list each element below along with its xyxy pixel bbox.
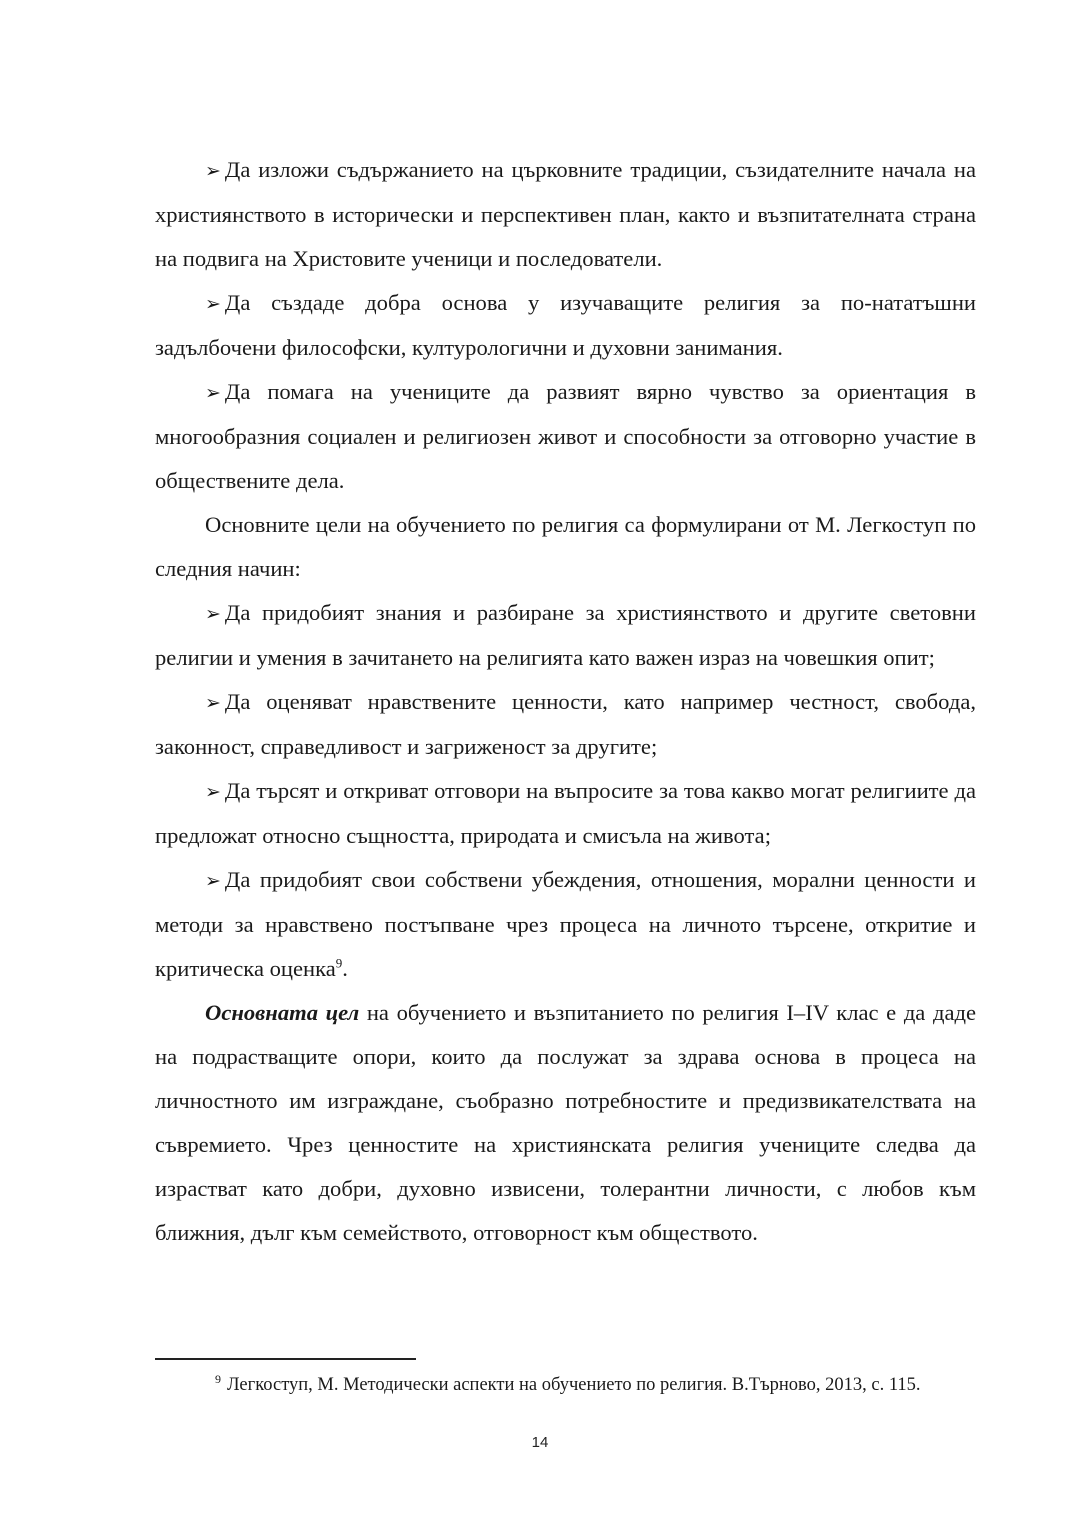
arrow-bullet-icon: ➢ — [205, 870, 221, 892]
bullet-paragraph — [155, 769, 976, 858]
sentence-end: . — [342, 956, 348, 981]
bullet-paragraph — [155, 281, 976, 370]
arrow-bullet-icon: ➢ — [205, 293, 221, 315]
bullet-paragraph — [155, 370, 976, 503]
footnote-reference[interactable]: 9 — [335, 955, 343, 971]
paragraph-text: Да помага на учениците да развият вярно чувство за ориентация в многообразния социален и религиозен живот и способности за отговорно участие в обществените дела. — [155, 379, 976, 493]
goal-paragraph — [155, 991, 976, 1255]
paragraph-text: Да придобият знания и разбиране за християнството и другите световни религии и умения в зачитането на религията като важен израз на човешкия опит; — [155, 600, 976, 670]
emphasized-term: Основната цел — [205, 1000, 360, 1025]
paragraph-text: Да изложи съдържанието на църковните традиции, съзидателните начала на християнството в исторически и перспективен план, както и възпитателната страна на подвига на Христовите ученици и последователи. — [155, 157, 976, 271]
paragraph-text: Да създаде добра основа у изучаващите религия за по-нататъшни задълбочени философски, културологични и духовни занимания. — [155, 290, 976, 360]
paragraph-text: на обучението и възпитанието по религия I–IV клас е да даде на подрастващите опори, които да послужат за здрава основа в процеса на личностното им изграждане, съобразно потребностите и предизвикателствата на съвремието. Чрез ценностите на християнската религия учениците следва да израстват като добри, духовно извисени, толерантни личности, с любов към ближния, дълг към семейството, отговорност към обществото. — [155, 1000, 976, 1245]
intro-paragraph — [155, 503, 976, 591]
arrow-bullet-icon: ➢ — [205, 160, 221, 182]
bullet-paragraph — [155, 858, 976, 991]
arrow-bullet-icon: ➢ — [205, 781, 221, 803]
paragraph-text: Да оценяват нравствените ценности, като например честност, свобода, законност, справедливост и загриженост за другите; — [155, 689, 976, 759]
paragraph-text: Да търсят и откриват отговори на въпросите за това какво могат религиите да предложат относно същността, природата и смисъла на живота; — [155, 778, 976, 848]
paragraph-text: Основните цели на обучението по религия са формулирани от М. Легкоступ по следния начин: — [155, 512, 976, 581]
arrow-bullet-icon: ➢ — [205, 692, 221, 714]
paragraph-text: Да придобият свои собствени убеждения, отношения, морални ценности и методи за нравствено постъпване чрез процеса на личното търсене, откритие и критическа оценка — [155, 867, 976, 981]
bullet-paragraph — [155, 148, 976, 281]
page-number: 14 — [531, 1434, 549, 1451]
footnote-separator — [155, 1358, 416, 1360]
footnote-number: 9 — [215, 1371, 221, 1386]
footnote-text: Легкоступ, М. Методически аспекти на обучението по религия. В.Търново, 2013, с. 115. — [227, 1375, 921, 1395]
main-text — [155, 148, 976, 1255]
bullet-paragraph — [155, 680, 976, 769]
bullet-paragraph — [155, 591, 976, 680]
footnote — [155, 1373, 976, 1397]
arrow-bullet-icon: ➢ — [205, 382, 221, 404]
arrow-bullet-icon: ➢ — [205, 603, 221, 625]
